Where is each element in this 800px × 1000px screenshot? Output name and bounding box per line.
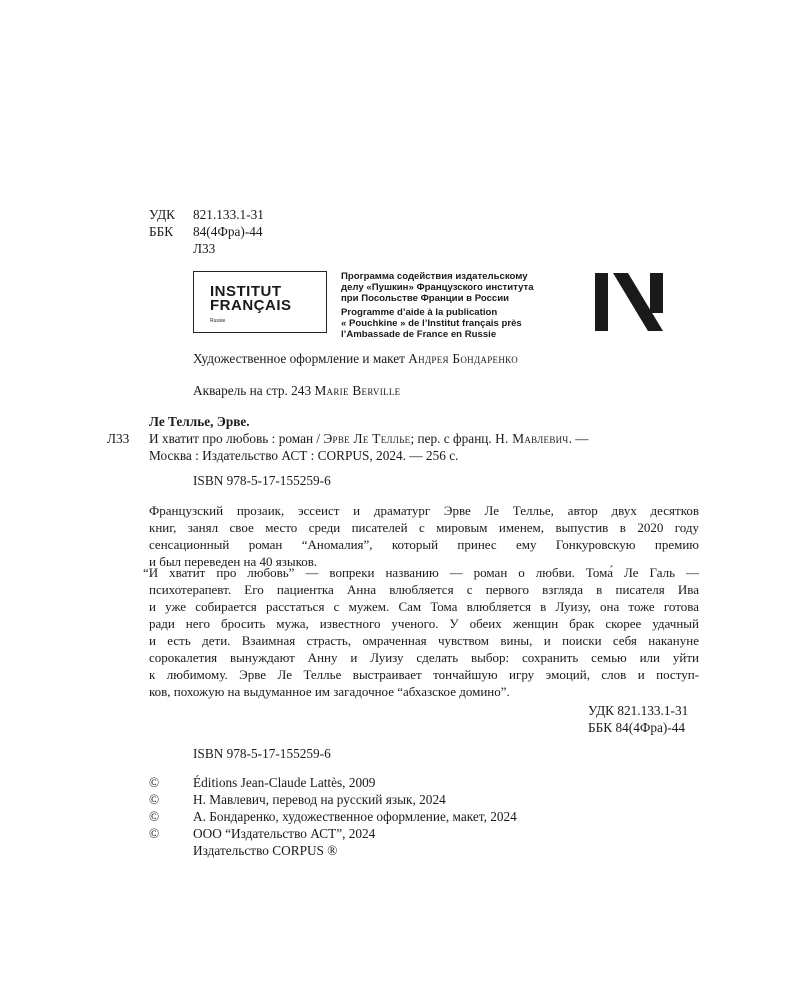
bottom-isbn: ISBN 978-5-17-155259-6 <box>193 746 331 761</box>
udk-label: УДК <box>149 207 176 222</box>
catalog-author: Эрве Ле Теллье <box>323 431 411 446</box>
bbk-value: 84(4Фра)-44 <box>193 224 263 239</box>
copyright-symbol: © <box>149 792 160 807</box>
annotation-line: книг, занял свое место среди писателей с мировым именем, выпустив в 2020 году <box>149 520 699 535</box>
program-ru-3: при Посольстве Франции в России <box>341 293 510 304</box>
annotation-line: ков, похожую на выдуманное им загадочное “абхазское домино”. <box>149 684 510 699</box>
watercolor-credit-prefix: Акварель на стр. 243 <box>193 383 315 398</box>
catalog-isbn: ISBN 978-5-17-155259-6 <box>193 473 331 488</box>
catalog-line-1 <box>149 431 589 447</box>
bottom-udk: УДК 821.133.1-31 <box>588 703 689 718</box>
annotation-line: “И хватит про любовь” — вопреки названию — роман о любви. Тома́ Ле Галь — <box>143 565 699 580</box>
annotation-line: и есть дети. Взаимная страсть, омраченная чувством вины, и поиски себя накануне <box>149 633 699 648</box>
author-mark: Л33 <box>193 241 216 256</box>
watercolor-credit-name: Marie Berville <box>314 383 401 398</box>
udk-row <box>149 207 264 223</box>
annotation-line: сорокалетия вынуждают Анну и Луизу сделать выбор: сохранить семью или уйти <box>149 650 699 665</box>
program-fr-3: l’Ambassade de France en Russie <box>341 329 497 340</box>
copyright-symbol: © <box>149 826 160 841</box>
watercolor-credit <box>193 383 400 399</box>
copyright-text: А. Бондаренко, художественное оформление, макет, 2024 <box>193 809 517 824</box>
program-ru-1: Программа содействия издательскому <box>341 271 528 282</box>
copyright-text: ООО “Издательство АСТ”, 2024 <box>193 826 376 841</box>
annotation-line: и уже собирается расстаться с мужем. Сам Тома влюбляется в Луизу, она тоже готова <box>149 599 699 614</box>
program-fr-1: Programme d’aide à la publication <box>341 307 498 318</box>
bbk-row <box>149 224 263 240</box>
copyright-text: Издательство CORPUS ® <box>193 843 338 858</box>
program-fr-2: « Pouchkine » de l’Institut français près <box>341 318 522 329</box>
copyright-text: Éditions Jean-Claude Lattès, 2009 <box>193 775 376 790</box>
annotation-line: ради него бросить мужа, известного ученого. У обеих женщин брак скорее удачный <box>149 616 699 631</box>
design-credit-prefix: Художественное оформление и макет <box>193 351 409 366</box>
bottom-bbk: ББК 84(4Фра)-44 <box>588 720 686 735</box>
copyright-line <box>149 843 337 859</box>
copyright-line <box>149 809 517 825</box>
logo-line-2: FRANÇAIS <box>210 297 292 314</box>
annotation-line: сенсационный роман “Аномалия”, который принес ему Гонкуровскую премию <box>149 537 699 552</box>
catalog-line-2: Москва : Издательство АСТ : CORPUS, 2024. — 256 с. <box>149 448 459 463</box>
annotation-paragraph-2 <box>143 564 699 700</box>
publisher-ia-logo <box>595 273 665 333</box>
annotation-line: к любимому. Эрве Ле Теллье выстраивает тончайшую игру эмоций, слов и поступ- <box>149 667 699 682</box>
logo-line-1: INSTITUT <box>210 283 282 300</box>
udk-value: 821.133.1-31 <box>193 207 264 222</box>
copyright-line <box>149 792 446 808</box>
annotation-paragraph-1 <box>149 502 699 570</box>
copyright-symbol: © <box>149 809 160 824</box>
catalog-dash: . — <box>568 431 589 446</box>
institut-francais-logo <box>193 271 327 333</box>
copyright-line <box>149 775 375 791</box>
copyright-text: Н. Мавлевич, перевод на русский язык, 2024 <box>193 792 446 807</box>
catalog-translation: ; пер. с франц. <box>410 431 496 446</box>
logo-sub: Russie <box>210 318 226 324</box>
pushkin-program-text <box>341 271 581 340</box>
catalog-title: И хватит про любовь : роман / <box>149 431 324 446</box>
design-credit-name: Андрея Бондаренко <box>408 351 518 366</box>
copyright-symbol: © <box>149 775 160 790</box>
annotation-line: Французский прозаик, эссеист и драматург Эрве Ле Теллье, автор двух десятков <box>149 503 699 518</box>
program-ru-2: делу «Пушкин» Французского института <box>341 282 534 293</box>
catalog-translator: Н. Мавлевич <box>495 431 569 446</box>
annotation-line: психотерапевт. Его пациентка Анна влюбляется с первого взгляда в писателя Ива <box>149 582 699 597</box>
catalog-heading: Ле Теллье, Эрве. <box>149 414 250 429</box>
design-credit <box>193 351 518 367</box>
copyright-line <box>149 826 375 842</box>
annotation-line: и был переведен на 40 языков. <box>149 554 318 569</box>
catalog-mark: Л33 <box>107 431 130 446</box>
bbk-label: ББК <box>149 224 174 239</box>
